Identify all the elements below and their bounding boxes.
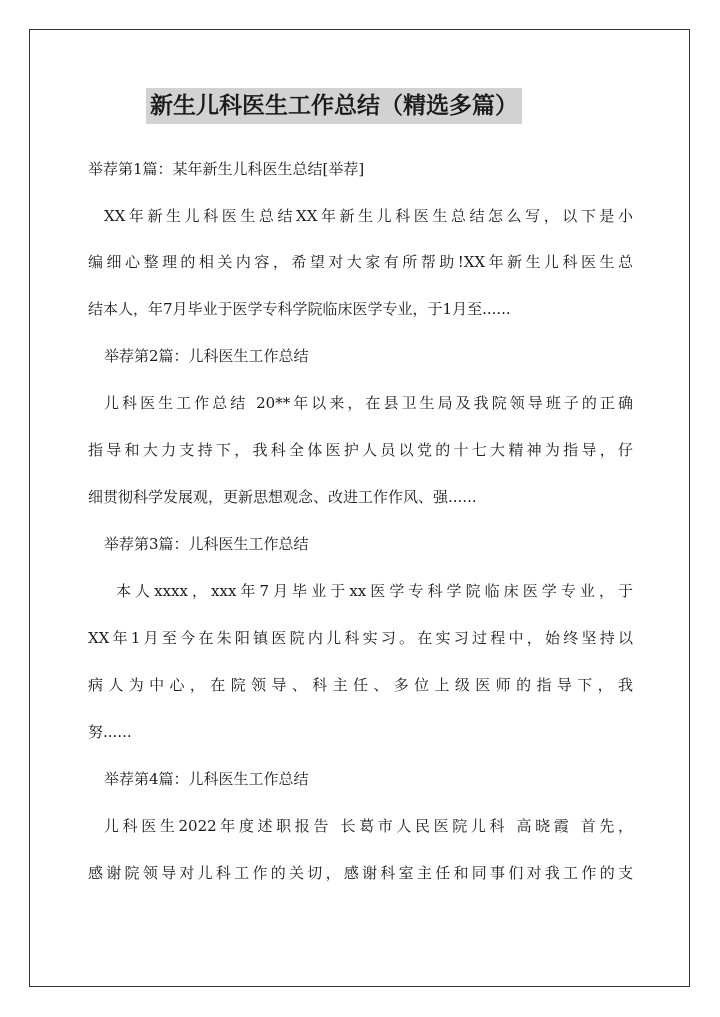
heading-article-2: 举荐第2篇：儿科医生工作总结 — [104, 347, 309, 365]
heading-article-4: 举荐第4篇：儿科医生工作总结 — [104, 770, 309, 788]
document-title: 新生儿科医生工作总结（精选多篇） — [146, 88, 522, 124]
paragraph-line: 病人为中心，在院领导、科主任、多位上级医师的指导下，我 — [88, 676, 633, 694]
paragraph-line: 编细心整理的相关内容，希望对大家有所帮助!XX年新生儿科医生总 — [88, 253, 633, 271]
paragraph-line: 细贯彻科学发展观，更新思想观念、改进工作作风、强...... — [88, 488, 477, 506]
paragraph-line: 儿科医生工作总结 20**年以来，在县卫生局及我院领导班子的正确 — [104, 394, 633, 412]
paragraph-line: 指导和大力支持下，我科全体医护人员以党的十七大精神为指导，仔 — [88, 441, 633, 459]
paragraph-line: 结本人，年7月毕业于医学专科学院临床医学专业，于1月至...... — [88, 300, 511, 318]
paragraph-line: 本人xxxx，xxx年7月毕业于xx医学专科学院临床医学专业，于 — [116, 582, 633, 600]
paragraph-line: 感谢院领导对儿科工作的关切，感谢科室主任和同事们对我工作的支 — [88, 864, 633, 882]
paragraph-line: XX年1月至今在朱阳镇医院内儿科实习。在实习过程中，始终坚持以 — [88, 629, 633, 647]
heading-article-3: 举荐第3篇：儿科医生工作总结 — [104, 535, 309, 553]
paragraph-line: XX年新生儿科医生总结XX年新生儿科医生总结怎么写，以下是小 — [104, 207, 633, 225]
heading-article-1: 举荐第1篇：某年新生儿科医生总结[举荐] — [88, 160, 365, 178]
paragraph-line: 努...... — [88, 723, 132, 741]
paragraph-line: 儿科医生2022年度述职报告 长葛市人民医院儿科 高晓霞 首先， — [104, 817, 633, 835]
